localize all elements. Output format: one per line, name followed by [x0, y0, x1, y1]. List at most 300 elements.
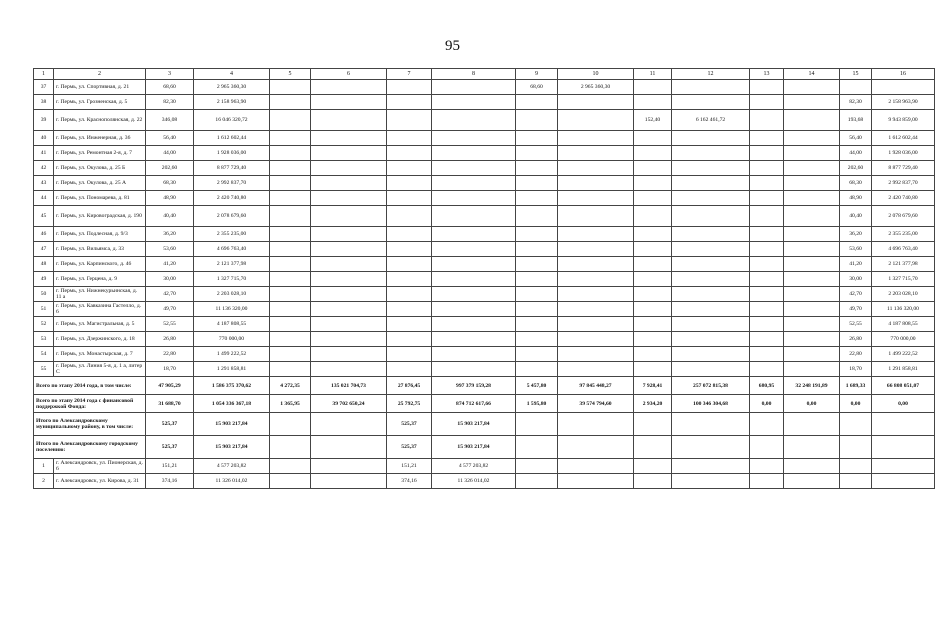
- cell-9: [516, 302, 558, 317]
- row-number: 47: [34, 242, 54, 257]
- cell-12: [672, 332, 750, 347]
- cell-16: 8 877 729,40: [872, 161, 935, 176]
- cell-5: [270, 176, 311, 191]
- cell-10: [558, 242, 634, 257]
- cell-7: [387, 110, 432, 131]
- cell-3: 22,80: [146, 347, 194, 362]
- cell-15: 42,70: [840, 287, 872, 302]
- cell-10: [558, 317, 634, 332]
- cell-6: [311, 257, 387, 272]
- cell-4: 2 355 235,00: [194, 227, 270, 242]
- header-cell: 13: [750, 69, 784, 80]
- cell-16: 2 158 963,90: [872, 95, 935, 110]
- cell-12: [672, 146, 750, 161]
- address-cell: г. Пермь, ул. Карпинского, д. 46: [54, 257, 146, 272]
- row-number: 55: [34, 362, 54, 377]
- cell-7: [387, 146, 432, 161]
- table-row: [34, 257, 935, 272]
- cell-3: 40,40: [146, 206, 194, 227]
- cell-8: [432, 206, 516, 227]
- cell-9: [516, 257, 558, 272]
- cell-10: [558, 362, 634, 377]
- cell-11: [634, 146, 672, 161]
- cell-7: [387, 227, 432, 242]
- cell-3: 42,70: [146, 287, 194, 302]
- cell-16: 4 187 808,55: [872, 317, 935, 332]
- cell-10: [558, 474, 634, 489]
- cell-13: [750, 146, 784, 161]
- cell-10: [558, 191, 634, 206]
- cell-3: 26,80: [146, 332, 194, 347]
- cell-14: [784, 272, 840, 287]
- cell-14: [784, 206, 840, 227]
- cell-12: [672, 272, 750, 287]
- cell-12: [672, 176, 750, 191]
- cell-8: [432, 362, 516, 377]
- cell-12: [672, 302, 750, 317]
- address-cell: г. Пермь, ул. Герцена, д. 9: [54, 272, 146, 287]
- header-cell: 10: [558, 69, 634, 80]
- table-row: [34, 347, 935, 362]
- page-number: 95: [445, 38, 460, 54]
- cell-6: [311, 332, 387, 347]
- cell-13: [750, 332, 784, 347]
- gor-total-row: [34, 436, 935, 459]
- cell-15: [840, 474, 872, 489]
- cell-16: 2 420 740,80: [872, 191, 935, 206]
- cell-8: [432, 161, 516, 176]
- cell-7: 525,37: [387, 436, 432, 459]
- cell-11: [634, 242, 672, 257]
- cell-11: [634, 302, 672, 317]
- cell-10: [558, 287, 634, 302]
- cell-8: 15 903 217,84: [432, 413, 516, 436]
- cell-9: [516, 317, 558, 332]
- cell-3: 41,20: [146, 257, 194, 272]
- row-number: 37: [34, 80, 54, 95]
- cell-10: [558, 302, 634, 317]
- total2-row: [34, 395, 935, 413]
- cell-11: [634, 206, 672, 227]
- cell-11: [634, 257, 672, 272]
- cell-12: [672, 287, 750, 302]
- cell-16: 2 992 837,70: [872, 176, 935, 191]
- cell-4: 11 326 014,02: [194, 474, 270, 489]
- cell-13: [750, 131, 784, 146]
- cell-8: [432, 317, 516, 332]
- cell-4: 15 903 217,84: [194, 413, 270, 436]
- cell-6: [311, 459, 387, 474]
- cell-4: 1 928 036,00: [194, 146, 270, 161]
- cell-3: 53,60: [146, 242, 194, 257]
- total-cell: 257 072 815,38: [672, 377, 750, 395]
- cell-11: [634, 459, 672, 474]
- cell-6: [311, 80, 387, 95]
- row-number: 2: [34, 474, 54, 489]
- header-cell: 1: [34, 69, 54, 80]
- cell-15: [840, 459, 872, 474]
- cell-4: 2 965 360,30: [194, 80, 270, 95]
- cell-9: [516, 362, 558, 377]
- address-cell: г. Александровск, ул. Кирова, д. 31: [54, 474, 146, 489]
- cell-4: 2 121 377,98: [194, 257, 270, 272]
- cell-3: 68,60: [146, 80, 194, 95]
- cell-11: [634, 362, 672, 377]
- cell-16: 1 612 602,44: [872, 131, 935, 146]
- table-row: [34, 191, 935, 206]
- cell-4: 2 078 679,60: [194, 206, 270, 227]
- cell-14: [784, 95, 840, 110]
- cell-7: 374,16: [387, 474, 432, 489]
- cell-16: 9 943 859,00: [872, 110, 935, 131]
- subtotal-label: Итого по Александровскому муниципальному району, в том числе:: [34, 413, 146, 436]
- cell-15: 40,40: [840, 206, 872, 227]
- cell-4: 4 696 763,40: [194, 242, 270, 257]
- cell-8: 11 326 014,02: [432, 474, 516, 489]
- address-cell: г. Пермь, ул. Подлесная, д. 9/3: [54, 227, 146, 242]
- cell-8: 15 903 217,84: [432, 436, 516, 459]
- cell-6: [311, 287, 387, 302]
- table-row: [34, 272, 935, 287]
- cell-9: [516, 332, 558, 347]
- cell-9: [516, 459, 558, 474]
- cell-14: [784, 332, 840, 347]
- cell-6: [311, 206, 387, 227]
- cell-14: [784, 317, 840, 332]
- cell-3: 18,70: [146, 362, 194, 377]
- cell-9: [516, 161, 558, 176]
- cell-4: 2 420 740,80: [194, 191, 270, 206]
- cell-7: [387, 242, 432, 257]
- cell-8: [432, 272, 516, 287]
- cell-15: 48,90: [840, 191, 872, 206]
- cell-11: [634, 131, 672, 146]
- cell-9: 68,60: [516, 80, 558, 95]
- cell-10: [558, 206, 634, 227]
- cell-16: 2 355 235,00: [872, 227, 935, 242]
- cell-16: [872, 474, 935, 489]
- cell-6: [311, 347, 387, 362]
- cell-5: [270, 146, 311, 161]
- cell-8: [432, 110, 516, 131]
- cell-13: [750, 413, 784, 436]
- cell-13: [750, 110, 784, 131]
- header-cell: 16: [872, 69, 935, 80]
- cell-15: [840, 80, 872, 95]
- cell-6: [311, 436, 387, 459]
- cell-13: [750, 161, 784, 176]
- row-number: 48: [34, 257, 54, 272]
- cell-13: [750, 317, 784, 332]
- cell-9: [516, 227, 558, 242]
- cell-16: 2 121 377,98: [872, 257, 935, 272]
- cell-4: 15 903 217,84: [194, 436, 270, 459]
- total-cell: 5 457,80: [516, 377, 558, 395]
- row-number: 52: [34, 317, 54, 332]
- cell-8: [432, 176, 516, 191]
- cell-5: [270, 110, 311, 131]
- total-cell: 7 928,41: [634, 377, 672, 395]
- cell-10: [558, 176, 634, 191]
- cell-14: [784, 191, 840, 206]
- data-table: [33, 68, 935, 489]
- cell-7: [387, 161, 432, 176]
- cell-15: 52,55: [840, 317, 872, 332]
- cell-7: [387, 176, 432, 191]
- cell-6: [311, 176, 387, 191]
- cell-15: 26,80: [840, 332, 872, 347]
- cell-15: 202,60: [840, 161, 872, 176]
- cell-3: 525,37: [146, 413, 194, 436]
- total-cell: 32 248 191,89: [784, 377, 840, 395]
- cell-4: 8 877 729,40: [194, 161, 270, 176]
- cell-13: [750, 176, 784, 191]
- cell-13: [750, 95, 784, 110]
- cell-8: [432, 227, 516, 242]
- cell-8: [432, 257, 516, 272]
- row-number: 39: [34, 110, 54, 131]
- cell-5: [270, 95, 311, 110]
- cell-16: 1 291 858,81: [872, 362, 935, 377]
- total1-row: [34, 377, 935, 395]
- cell-14: [784, 436, 840, 459]
- cell-6: [311, 95, 387, 110]
- cell-14: [784, 227, 840, 242]
- address-cell: г. Пермь, ул. Кавказина Гастелло, д. 6: [54, 302, 146, 317]
- cell-9: [516, 413, 558, 436]
- cell-5: [270, 257, 311, 272]
- table-row: [34, 227, 935, 242]
- row-number: 50: [34, 287, 54, 302]
- row-number: 1: [34, 459, 54, 474]
- cell-8: [432, 332, 516, 347]
- total-cell: 0,00: [750, 395, 784, 413]
- cell-10: [558, 161, 634, 176]
- row-number: 41: [34, 146, 54, 161]
- cell-3: 346,08: [146, 110, 194, 131]
- cell-9: [516, 272, 558, 287]
- cell-14: [784, 347, 840, 362]
- cell-15: 22,80: [840, 347, 872, 362]
- address-cell: г. Пермь, ул. Окулова, д. 25 А: [54, 176, 146, 191]
- total-cell: 874 712 617,66: [432, 395, 516, 413]
- cell-10: [558, 413, 634, 436]
- cell-10: [558, 436, 634, 459]
- cell-11: [634, 474, 672, 489]
- table-row: [34, 474, 935, 489]
- cell-9: [516, 176, 558, 191]
- total-cell: 997 379 159,28: [432, 377, 516, 395]
- cell-8: [432, 95, 516, 110]
- table-row: [34, 110, 935, 131]
- row-number: 38: [34, 95, 54, 110]
- cell-6: [311, 191, 387, 206]
- cell-16: 4 696 763,40: [872, 242, 935, 257]
- table-row: [34, 287, 935, 302]
- cell-16: [872, 436, 935, 459]
- cell-6: [311, 317, 387, 332]
- cell-5: [270, 332, 311, 347]
- cell-11: [634, 287, 672, 302]
- cell-9: [516, 474, 558, 489]
- cell-9: [516, 206, 558, 227]
- cell-12: [672, 413, 750, 436]
- cell-11: [634, 95, 672, 110]
- row-number: 42: [34, 161, 54, 176]
- total-cell: 1 586 375 370,62: [194, 377, 270, 395]
- cell-3: 525,37: [146, 436, 194, 459]
- cell-4: 770 000,00: [194, 332, 270, 347]
- cell-12: [672, 317, 750, 332]
- cell-5: [270, 272, 311, 287]
- cell-7: [387, 287, 432, 302]
- cell-5: [270, 347, 311, 362]
- cell-15: 30,00: [840, 272, 872, 287]
- cell-8: [432, 287, 516, 302]
- cell-7: [387, 317, 432, 332]
- table-row: [34, 242, 935, 257]
- total-cell: 4 272,35: [270, 377, 311, 395]
- cell-14: [784, 474, 840, 489]
- address-cell: г. Пермь, ул. Нижнекурьинская, д. 11 а: [54, 287, 146, 302]
- total-cell: 1 365,95: [270, 395, 311, 413]
- cell-9: [516, 287, 558, 302]
- cell-15: 44,00: [840, 146, 872, 161]
- total-cell: 1 054 336 367,18: [194, 395, 270, 413]
- cell-14: [784, 302, 840, 317]
- total-cell: 0,00: [872, 395, 935, 413]
- cell-5: [270, 227, 311, 242]
- cell-10: [558, 95, 634, 110]
- cell-12: [672, 161, 750, 176]
- address-cell: г. Пермь, ул. Инженерная, д. 36: [54, 131, 146, 146]
- cell-8: [432, 131, 516, 146]
- cell-14: [784, 161, 840, 176]
- cell-4: 1 291 858,81: [194, 362, 270, 377]
- cell-5: [270, 80, 311, 95]
- cell-4: 1 499 222,52: [194, 347, 270, 362]
- cell-16: 770 000,00: [872, 332, 935, 347]
- cell-8: [432, 302, 516, 317]
- table-row: [34, 206, 935, 227]
- cell-8: [432, 80, 516, 95]
- address-cell: г. Пермь, ул. Дзержинского, д. 18: [54, 332, 146, 347]
- cell-10: [558, 131, 634, 146]
- cell-3: 56,40: [146, 131, 194, 146]
- cell-5: [270, 362, 311, 377]
- cell-15: 82,30: [840, 95, 872, 110]
- cell-7: [387, 302, 432, 317]
- cell-13: [750, 272, 784, 287]
- cell-11: [634, 80, 672, 95]
- cell-13: [750, 302, 784, 317]
- subtotal-label: Итого по Александровскому городскому поселению:: [34, 436, 146, 459]
- cell-16: 11 136 320,00: [872, 302, 935, 317]
- cell-4: 2 992 837,70: [194, 176, 270, 191]
- cell-11: 152,40: [634, 110, 672, 131]
- cell-12: [672, 436, 750, 459]
- header-cell: 2: [54, 69, 146, 80]
- total-cell: 97 845 448,27: [558, 377, 634, 395]
- cell-5: [270, 287, 311, 302]
- cell-7: [387, 362, 432, 377]
- table-row: [34, 332, 935, 347]
- cell-10: 2 965 360,30: [558, 80, 634, 95]
- cell-7: [387, 272, 432, 287]
- cell-10: [558, 227, 634, 242]
- cell-15: [840, 436, 872, 459]
- cell-15: 53,60: [840, 242, 872, 257]
- row-number: 45: [34, 206, 54, 227]
- cell-3: 44,00: [146, 146, 194, 161]
- cell-5: [270, 161, 311, 176]
- cell-16: 1 499 222,52: [872, 347, 935, 362]
- cell-7: [387, 80, 432, 95]
- cell-6: [311, 242, 387, 257]
- cell-12: [672, 95, 750, 110]
- cell-12: [672, 474, 750, 489]
- header-cell: 4: [194, 69, 270, 80]
- cell-6: [311, 161, 387, 176]
- total-cell: 31 688,70: [146, 395, 194, 413]
- cell-9: [516, 436, 558, 459]
- cell-14: [784, 413, 840, 436]
- cell-7: [387, 206, 432, 227]
- cell-12: [672, 80, 750, 95]
- cell-7: 525,37: [387, 413, 432, 436]
- table-row: [34, 317, 935, 332]
- cell-5: [270, 206, 311, 227]
- cell-8: [432, 347, 516, 362]
- cell-14: [784, 146, 840, 161]
- header-cell: 9: [516, 69, 558, 80]
- cell-10: [558, 459, 634, 474]
- cell-3: 36,20: [146, 227, 194, 242]
- cell-4: 4 577 203,82: [194, 459, 270, 474]
- cell-16: [872, 80, 935, 95]
- cell-13: [750, 257, 784, 272]
- cell-11: [634, 413, 672, 436]
- address-cell: г. Пермь, ул. Линия 5-я, д. 1 а, литер С: [54, 362, 146, 377]
- total-cell: 1 689,33: [840, 377, 872, 395]
- total-cell: 39 574 794,60: [558, 395, 634, 413]
- address-cell: г. Пермь, ул. Магистральная, д. 5: [54, 317, 146, 332]
- header-cell: 11: [634, 69, 672, 80]
- cell-9: [516, 242, 558, 257]
- cell-4: 11 136 320,00: [194, 302, 270, 317]
- cell-6: [311, 413, 387, 436]
- cell-12: [672, 131, 750, 146]
- row-number: 49: [34, 272, 54, 287]
- cell-9: [516, 110, 558, 131]
- total-cell: 66 808 051,07: [872, 377, 935, 395]
- cell-12: 6 162 461,72: [672, 110, 750, 131]
- row-number: 46: [34, 227, 54, 242]
- row-number: 44: [34, 191, 54, 206]
- cell-6: [311, 227, 387, 242]
- cell-12: [672, 242, 750, 257]
- table-row: [34, 146, 935, 161]
- cell-5: [270, 413, 311, 436]
- cell-3: 151,21: [146, 459, 194, 474]
- header-cell: 12: [672, 69, 750, 80]
- cell-7: [387, 332, 432, 347]
- cell-6: [311, 110, 387, 131]
- cell-8: 4 577 203,82: [432, 459, 516, 474]
- table-row: [34, 95, 935, 110]
- total-cell: 25 792,75: [387, 395, 432, 413]
- header-cell: 7: [387, 69, 432, 80]
